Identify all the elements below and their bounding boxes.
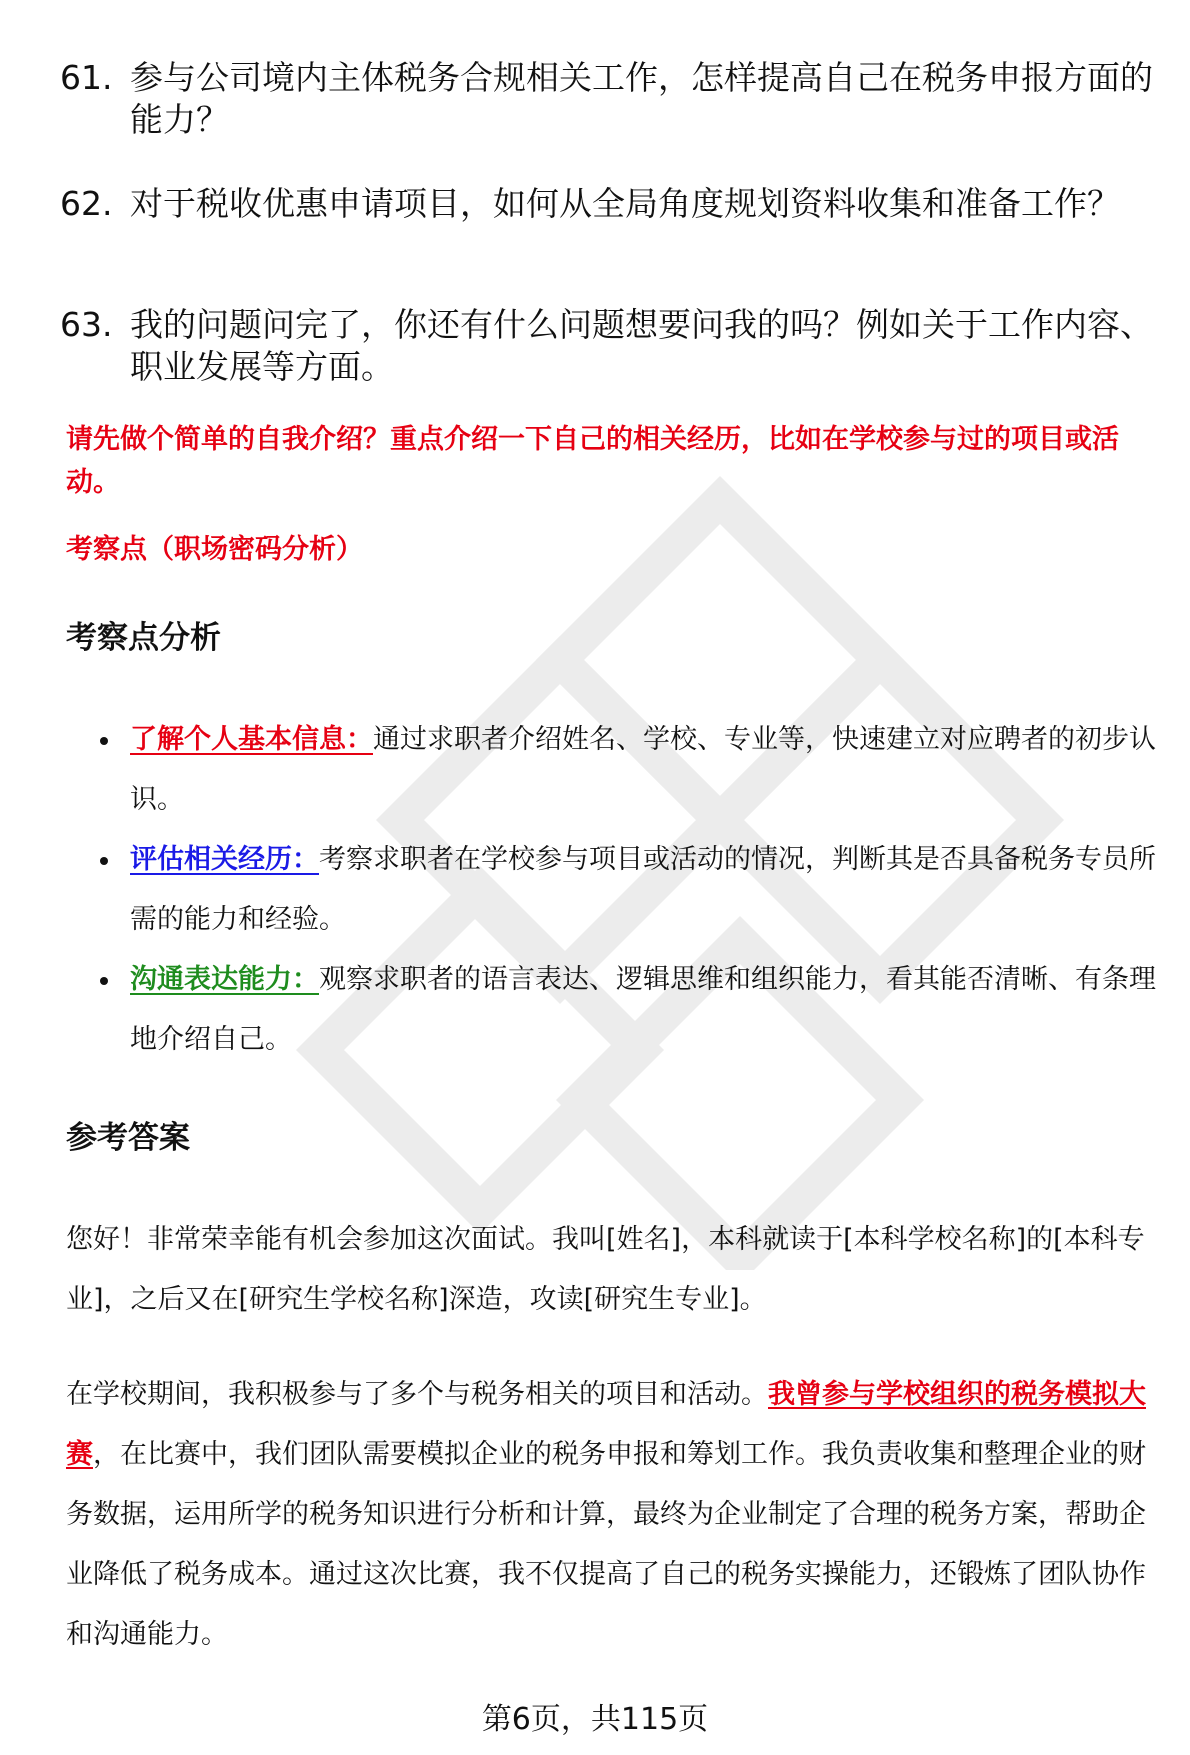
point-text: 观察求职者的语言表达、逻辑思维和组织能力，看其能否清晰、有条理地介绍自己。 [130,964,1156,1055]
question-number: 61. [60,58,113,97]
question-61 [60,57,1160,141]
question-text: 我的问题问完了，你还有什么问题想要问我的吗？例如关于工作内容、职业发展等方面。 [130,305,1153,386]
paragraph-text: ，在比赛中，我们团队需要模拟企业的税务申报和筹划工作。我负责收集和整理企业的财务数据，运用所学的税务知识进行分析和计算，最终为企业制定了合理的税务方案，帮助企业降低了税务成本。通过这次比赛，我不仅提高了自己的税务实操能力，还锻炼了团队协作和沟通能力。 [66,1439,1146,1650]
analysis-point [96,950,1160,1070]
point-label: 了解个人基本信息： [130,724,373,755]
question-number: 63. [60,305,113,344]
question-63 [60,304,1160,388]
bullet-icon [100,977,108,985]
analysis-heading: 考察点分析 [66,620,221,656]
answer-heading: 参考答案 [66,1120,190,1156]
analysis-points-list [96,710,1160,1070]
bullet-icon [100,857,108,865]
answer-paragraph-1: 您好！非常荣幸能有机会参加这次面试。我叫[姓名]，本科就读于[本科学校名称]的[本科专业]，之后又在[研究生学校名称]深造，攻读[研究生专业]。 [66,1224,1145,1315]
point-label: 沟通表达能力： [130,964,319,995]
question-number: 62. [60,184,113,223]
question-text: 对于税收优惠申请项目，如何从全局角度规划资料收集和准备工作？ [130,184,1120,223]
point-label: 评估相关经历： [130,844,319,875]
answer-paragraph-2 [66,1365,1156,1665]
bullet-icon [100,737,108,745]
featured-question: 请先做个简单的自我介绍？重点介绍一下自己的相关经历，比如在学校参与过的项目或活动。 [66,424,1119,498]
analysis-point [96,710,1160,830]
point-text: 考察求职者在学校参与项目或活动的情况，判断其是否具备税务专员所需的能力和经验。 [130,844,1156,935]
question-text: 参与公司境内主体税务合规相关工作，怎样提高自己在税务申报方面的能力？ [130,58,1153,139]
analysis-point [96,830,1160,950]
page-number-footer: 第6页，共115页 [481,1702,709,1737]
paragraph-text: 在学校期间，我积极参与了多个与税务相关的项目和活动。 [66,1379,768,1410]
analysis-subtitle: 考察点（职场密码分析） [66,534,363,565]
point-text: 通过求职者介绍姓名、学校、专业等，快速建立对应聘者的初步认识。 [130,724,1156,815]
question-62 [60,183,1160,225]
highlighted-phrase: 我曾参与学校组织的税务模拟大赛 [66,1379,1146,1470]
